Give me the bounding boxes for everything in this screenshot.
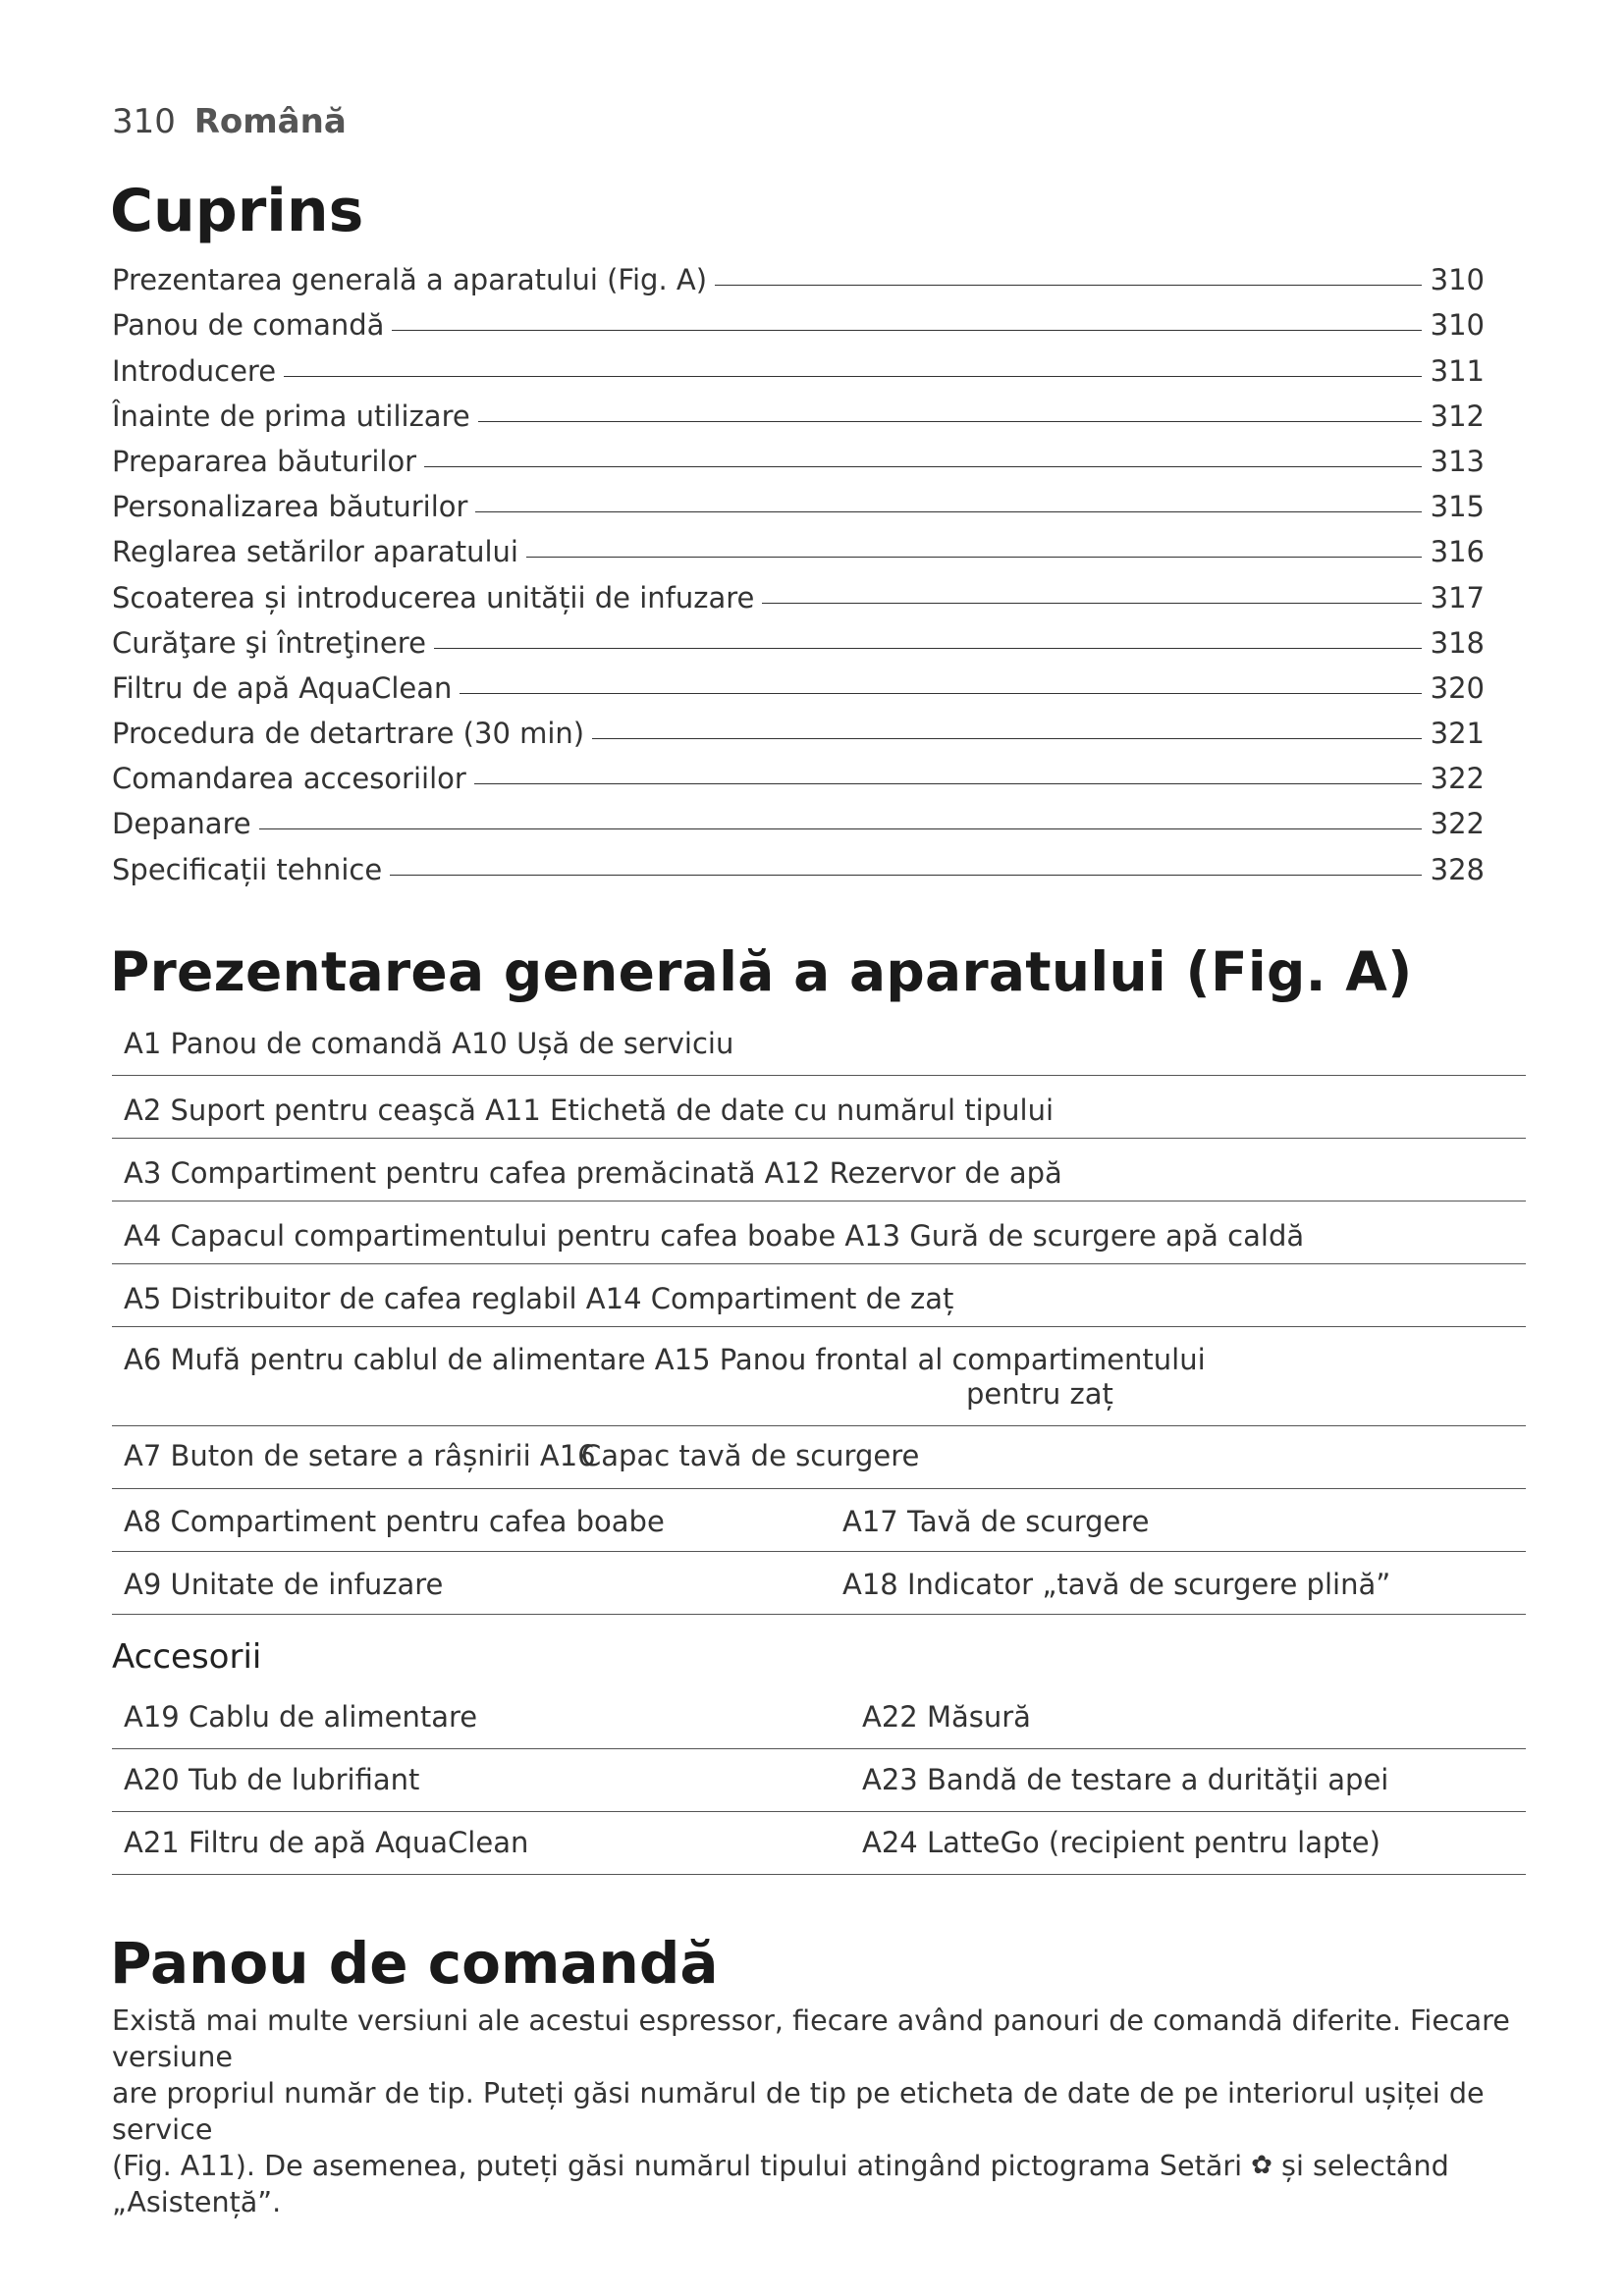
toc-entry[interactable] [112, 478, 1485, 523]
toc-entry[interactable] [112, 342, 1485, 387]
toc-leader-line [474, 783, 1422, 784]
toc-entry[interactable] [112, 614, 1485, 660]
toc-leader-line [284, 376, 1422, 377]
table-cell: A24 LatteGo (recipient pentru lapte) [862, 1826, 1380, 1859]
toc-entry-title: Introducere [112, 353, 277, 388]
table-cell: A23 Bandă de testare a durităţii apei [862, 1763, 1389, 1796]
table-cell: A8 Compartiment pentru cafea boabe [124, 1505, 665, 1538]
table-cell: A17 Tavă de scurgere [842, 1505, 1150, 1538]
toc-entry-title: Personalizarea băuturilor [112, 490, 468, 524]
toc-entry-title: Specificații tehnice [112, 852, 383, 886]
table-cell: A9 Unitate de infuzare [124, 1568, 444, 1601]
toc-entry-page: 320 [1430, 670, 1485, 705]
page-header [112, 102, 347, 141]
table-cell: A6 Mufă pentru cablul de alimentare A15 Panou frontal al compartimentului [124, 1343, 1206, 1376]
table-cell: A3 Compartiment pentru cafea premăcinată A12 Rezervor de apă [124, 1156, 1062, 1190]
table-row [112, 1686, 1526, 1749]
toc-entry-page: 317 [1430, 580, 1485, 614]
toc-entry-title: Scoaterea și introducerea unității de infuzare [112, 580, 755, 614]
toc-entry-title: Prepararea băuturilor [112, 444, 417, 478]
toc-leader-line [460, 693, 1422, 694]
toc-entry-title: Filtru de apă AquaClean [112, 670, 453, 705]
table-cell: A19 Cablu de alimentare [124, 1700, 478, 1734]
toc-entry-page: 311 [1430, 353, 1485, 388]
toc-entry-page: 316 [1430, 535, 1485, 569]
toc-entry-title: Înainte de prima utilizare [112, 399, 470, 433]
table-cell: A2 Suport pentru ceaşcă A11 Etichetă de date cu numărul tipului [124, 1094, 1055, 1127]
table-cell: A5 Distribuitor de cafea reglabil A14 Compartiment de zaț [124, 1282, 954, 1315]
toc-leader-line [592, 738, 1422, 739]
table-row [112, 1013, 1526, 1076]
overview-heading: Prezentarea generală a aparatului (Fig. A) [110, 940, 1413, 1003]
table-cell: A22 Măsură [862, 1700, 1031, 1734]
toc-entry-page: 313 [1430, 444, 1485, 478]
toc-entry-title: Curăţare şi întreţinere [112, 625, 426, 660]
toc-entry[interactable] [112, 523, 1485, 568]
toc-entry[interactable] [112, 296, 1485, 342]
toc-leader-line [424, 466, 1422, 467]
table-cell: A7 Buton de setare a râșnirii A16 [124, 1439, 596, 1472]
paragraph-text: (Fig. A11). De asemenea, puteți găsi numărul tipului atingând pictograma Setări [112, 2149, 1243, 2182]
toc-entry[interactable] [112, 705, 1485, 750]
toc-entry-title: Prezentarea generală a aparatului (Fig. A) [112, 263, 708, 297]
toc-entry[interactable] [112, 251, 1485, 296]
accessories-heading: Accesorii [112, 1637, 262, 1677]
toc-entry[interactable] [112, 795, 1485, 840]
toc-entry[interactable] [112, 660, 1485, 705]
toc-entry-page: 322 [1430, 807, 1485, 841]
toc-entry[interactable] [112, 840, 1485, 885]
table-row [112, 1812, 1526, 1875]
toc-leader-line [259, 828, 1422, 829]
paragraph-line [112, 2148, 1526, 2220]
toc-entry-page: 310 [1430, 263, 1485, 297]
table-cell: A18 Indicator „tavă de scurgere plină” [842, 1568, 1391, 1601]
table-row [112, 1201, 1526, 1264]
table-cell-wrap: pentru zaț [966, 1377, 1113, 1411]
table-row [112, 1489, 1526, 1552]
toc-entry-page: 328 [1430, 852, 1485, 886]
language-label: Română [193, 102, 347, 141]
toc-entry[interactable] [112, 433, 1485, 478]
toc-entry-page: 322 [1430, 762, 1485, 796]
gear-icon: ✿ [1251, 2151, 1272, 2180]
page-number: 310 [112, 102, 176, 141]
table-cell: A20 Tub de lubrifiant [124, 1763, 420, 1796]
toc-leader-line [392, 330, 1422, 331]
panel-description [112, 2002, 1526, 2220]
paragraph-line: Există mai multe versiuni ale acestui espressor, fiecare având panouri de comandă diferite. Fiecare versiune [112, 2003, 1510, 2073]
table-row [112, 1139, 1526, 1201]
toc-leader-line [434, 648, 1422, 649]
table-cell: A21 Filtru de apă AquaClean [124, 1826, 529, 1859]
table-cell: Capac tavă de scurgere [581, 1439, 920, 1472]
toc-entry-title: Panou de comandă [112, 308, 385, 343]
paragraph-text: și selectând „Asistență”. [112, 2149, 1449, 2218]
toc-entry[interactable] [112, 568, 1485, 614]
toc-leader-line [475, 511, 1422, 512]
table-row [112, 1552, 1526, 1615]
toc-entry-title: Depanare [112, 807, 251, 841]
table-of-contents [112, 251, 1485, 886]
toc-heading: Cuprins [110, 177, 364, 245]
table-row [112, 1749, 1526, 1812]
toc-entry[interactable] [112, 750, 1485, 795]
toc-entry-page: 321 [1430, 717, 1485, 751]
toc-entry[interactable] [112, 388, 1485, 433]
toc-leader-line [526, 557, 1422, 558]
panel-heading: Panou de comandă [110, 1930, 719, 1997]
toc-entry-page: 312 [1430, 399, 1485, 433]
table-row [112, 1076, 1526, 1139]
components-table [112, 1013, 1526, 1615]
toc-leader-line [478, 421, 1422, 422]
table-row [112, 1264, 1526, 1327]
toc-entry-title: Comandarea accesoriilor [112, 762, 466, 796]
table-cell: A1 Panou de comandă A10 Ușă de serviciu [124, 1027, 734, 1060]
toc-leader-line [715, 285, 1422, 286]
table-cell: A4 Capacul compartimentului pentru cafea boabe A13 Gură de scurgere apă caldă [124, 1219, 1305, 1253]
paragraph-line: are propriul număr de tip. Puteți găsi numărul de tip pe eticheta de date de pe interiorul ușiței de service [112, 2076, 1485, 2146]
accessories-table [112, 1686, 1526, 1875]
table-row [112, 1327, 1526, 1426]
toc-leader-line [762, 603, 1422, 604]
toc-entry-title: Reglarea setărilor aparatului [112, 535, 518, 569]
toc-leader-line [390, 875, 1422, 876]
toc-entry-page: 318 [1430, 625, 1485, 660]
toc-entry-title: Procedura de detartrare (30 min) [112, 717, 585, 751]
table-row [112, 1426, 1526, 1489]
toc-entry-page: 310 [1430, 308, 1485, 343]
toc-entry-page: 315 [1430, 490, 1485, 524]
